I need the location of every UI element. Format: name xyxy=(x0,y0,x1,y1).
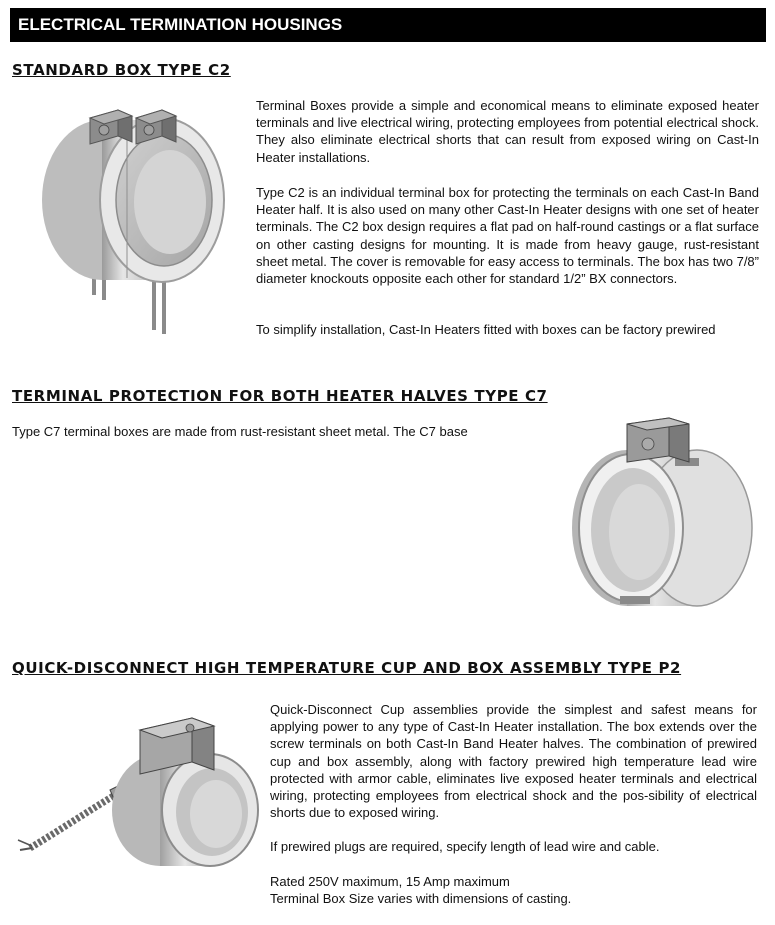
page-title-banner xyxy=(10,8,766,42)
c2-heater-image xyxy=(32,100,242,340)
p2-assembly-image xyxy=(10,700,265,885)
p2-paragraph-3-line-1: Rated 250V maximum, 15 Amp maximum xyxy=(270,874,510,889)
p2-paragraph-1: Quick-Disconnect Cup assemblies provide the simplest and safest means for applying power to any type of Cast-In Heater installation. The box extends over the screw terminals on both Cast-In Band Heater halves. The combination of prewired cup and box assembly, along with factory prewired high temperature lead wire protected with armor cable, eliminates live exposed heater terminals and electrical wiring, protecting employees from electrical shock and the pos-sibility of electrical shorts due to exposed wiring. xyxy=(270,702,757,821)
c2-paragraph-2: Type C2 is an individual terminal box for protecting the terminals on each Cast-In Band Heater half. It is also used on many other Cast-In Heater designs with one set of heater terminals. The C2 box design requires a flat pad on half-round castings or a flat surface on other casting designs for mounting. It is made from heavy gauge, rust-resistant sheet metal. The cover is removable for easy access to terminals. The box has two 7/8” diameter knockouts opposite each other for standard 1/2” BX connectors. xyxy=(256,185,759,287)
c7-heater-image xyxy=(565,410,765,615)
p2-paragraph-3 xyxy=(270,873,760,907)
p2-paragraph-3-line-2: Terminal Box Size varies with dimensions of casting. xyxy=(270,891,572,907)
c2-paragraph-3: To simplify installation, Cast-In Heaters fitted with boxes can be factory prewired xyxy=(256,322,716,337)
section-heading-p2: QUICK-DISCONNECT HIGH TEMPERATURE CUP AND BOX ASSEMBLY TYPE P2 xyxy=(12,659,682,677)
c7-paragraph-1 xyxy=(12,423,517,440)
section-heading-c2: STANDARD BOX TYPE C2 xyxy=(12,61,231,79)
p2-paragraph-2: If prewired plugs are required, specify length of lead wire and cable. xyxy=(270,839,660,854)
c7-paragraph-1-line: Type C7 terminal boxes are made from rust-resistant sheet metal. The C7 base xyxy=(12,424,468,439)
c2-paragraph-1: Terminal Boxes provide a simple and economical means to eliminate exposed heater terminals and live electrical wiring, protecting employees from potential electrical shock. They also eliminate electrical shorts that can result from exposed wiring on Cast-In Heater installations. xyxy=(256,98,759,165)
section-heading-c7: TERMINAL PROTECTION FOR BOTH HEATER HALVES TYPE C7 xyxy=(12,387,548,405)
page-title: ELECTRICAL TERMINATION HOUSINGS xyxy=(18,15,343,34)
